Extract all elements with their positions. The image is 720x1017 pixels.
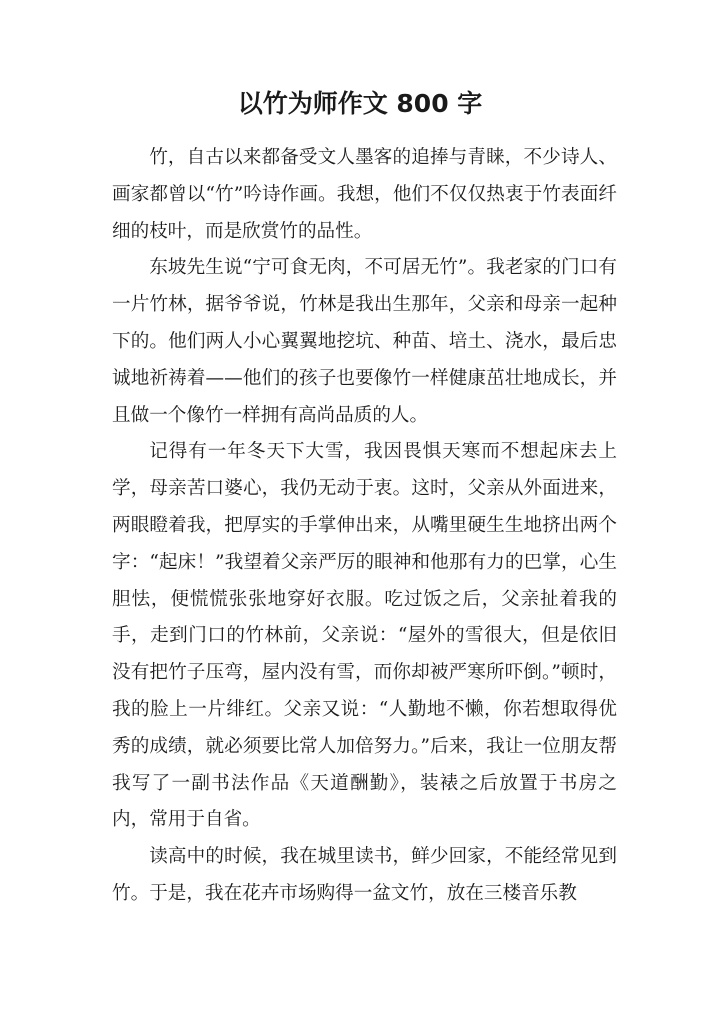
paragraph: 读高中的时候，我在城里读书，鲜少回家，不能经常见到竹。于是，我在花卉市场购得一盆文竹，放在三楼音乐教 <box>112 846 617 904</box>
paragraph: 东坡先生说“宁可食无肉，不可居无竹”。我老家的门口有一片竹林，据爷爷说，竹林是我出生那年，父亲和母亲一起种下的。他们两人小心翼翼地挖坑、种苗、培土、浇水，最后忠诚地祈祷着——他们的孩子也要像竹一样健康茁壮地成长，并且做一个像竹一样拥有高尚品质的人。 <box>112 257 617 426</box>
article-body <box>112 140 617 913</box>
paragraph: 竹，自古以来都备受文人墨客的追捧与青睐，不少诗人、画家都曾以“竹”吟诗作画。我想，他们不仅仅热衷于竹表面纤细的枝叶，而是欣赏竹的品性。 <box>112 147 617 242</box>
page-title: 以竹为师作文 800 字 <box>237 89 483 118</box>
paragraph: 记得有一年冬天下大雪，我因畏惧天寒而不想起床去上学，母亲苦口婆心，我仍无动于衷。这时，父亲从外面进来，两眼瞪着我，把厚实的手掌伸出来，从嘴里硬生生地挤出两个字：“起床！”我望着父亲严厉的眼神和他那有力的巴掌，心生胆怯，便慌慌张张地穿好衣服。吃过饭之后，父亲扯着我的手，走到门口的竹林前，父亲说：“屋外的雪很大，但是依旧没有把竹子压弯，屋内没有雪，而你却被严寒所吓倒。”顿时，我的脸上一片绯红。父亲又说：“人勤地不懒，你若想取得优秀的成绩，就必须要比常人加倍努力。”后来，我让一位朋友帮我写了一副书法作品《天道酬勤》，装裱之后放置于书房之内，常用于自省。 <box>112 441 617 831</box>
